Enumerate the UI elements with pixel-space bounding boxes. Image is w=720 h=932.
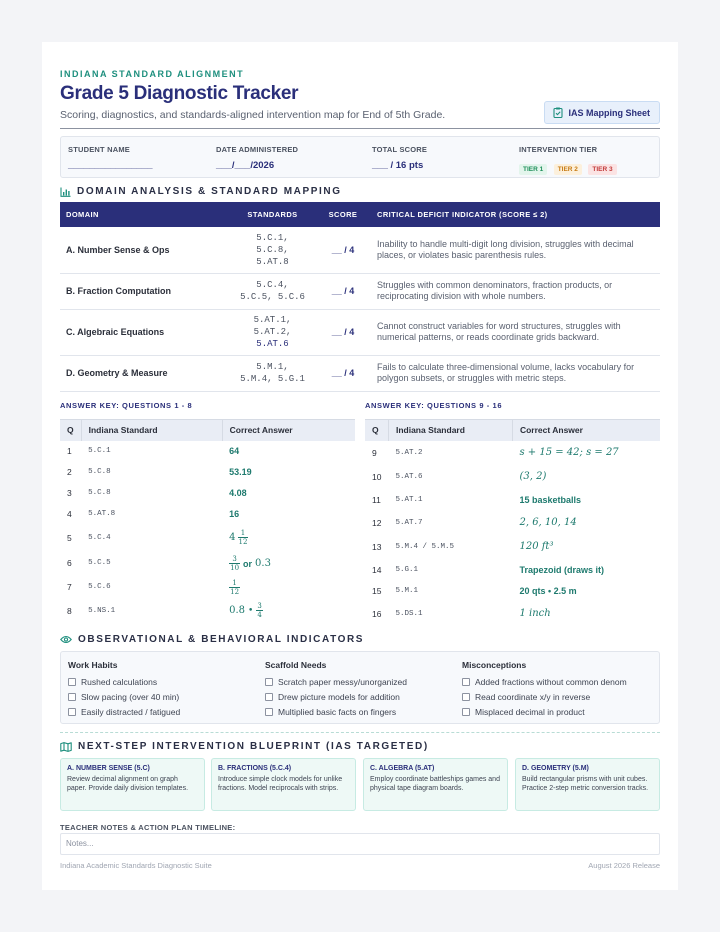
student-name-label: STUDENT NAME bbox=[68, 145, 130, 154]
domain-name: B. Fraction Computation bbox=[60, 273, 230, 309]
answer-value: $\frac{1}{12}$ bbox=[230, 579, 240, 596]
blueprint-card-text: Employ coordinate battleships games and physical tape diagram boards. bbox=[370, 776, 500, 792]
answer-value: 53.19 bbox=[229, 467, 252, 477]
answer-value: 3 10 or 0.3 bbox=[230, 555, 271, 572]
obs-column-scaffold-needs bbox=[265, 660, 407, 719]
checkbox[interactable] bbox=[462, 693, 470, 701]
blueprint-card-number-sense bbox=[60, 758, 205, 811]
domain-deficit: Inability to handle multi-digit long division, struggles with decimal places, or violates basic parenthesis rules. bbox=[371, 227, 660, 273]
obs-heading: Scaffold Needs bbox=[265, 660, 327, 670]
answer-key-left-title: ANSWER KEY: QUESTIONS 1 - 8 bbox=[60, 401, 193, 410]
student-name-field[interactable] bbox=[68, 145, 153, 171]
obs-checkbox-item[interactable]: Misplaced decimal in product bbox=[462, 704, 627, 719]
table-row: 1 5.C.1 64 bbox=[60, 441, 355, 462]
answer-value: s + 15 = 42; s = 27 bbox=[519, 447, 619, 458]
table-row: 14 5.G.1 Trapezoid (draws it) bbox=[365, 559, 660, 581]
diagnostic-sheet bbox=[42, 42, 678, 890]
domain-section-title: DOMAIN ANALYSIS & STANDARD MAPPING bbox=[77, 186, 342, 197]
obs-checkbox-item[interactable]: Easily distracted / fatigued bbox=[68, 704, 180, 719]
total-score-label: TOTAL SCORE bbox=[372, 145, 428, 154]
answer-value: 16 bbox=[229, 509, 240, 519]
checkbox[interactable] bbox=[68, 678, 76, 686]
obs-column-misconceptions bbox=[462, 660, 627, 719]
observations-box bbox=[60, 651, 660, 724]
answer-key-right-table bbox=[365, 419, 660, 626]
footer-right: August 2026 Release bbox=[588, 861, 660, 870]
tier-1-badge[interactable]: TIER 1 bbox=[519, 164, 547, 175]
blueprint-card-heading: D. GEOMETRY (5.M) bbox=[522, 765, 589, 772]
col-standards: STANDARDS bbox=[230, 202, 315, 227]
col-standard: Indiana Standard bbox=[388, 420, 512, 441]
col-q: Q bbox=[60, 420, 81, 441]
table-row: 6 5.C.5 3 10 or 0.3 bbox=[60, 551, 355, 575]
obs-checkbox-item[interactable]: Drew picture models for addition bbox=[265, 689, 407, 704]
table-row: 4 5.AT.8 16 bbox=[60, 504, 355, 525]
answer-value: 4.08 bbox=[229, 488, 247, 498]
eyebrow-label: INDIANA STANDARD ALIGNMENT bbox=[60, 69, 245, 79]
domain-deficit: Fails to calculate three-dimensional volume, lacks vocabulary for polygon subsets, or struggles with metric steps. bbox=[371, 355, 660, 391]
table-row: 9 5.AT.2 s + 15 = 42; s = 27 bbox=[365, 441, 660, 465]
section-divider bbox=[60, 732, 660, 733]
obs-checkbox-item[interactable]: Added fractions without common denom bbox=[462, 674, 627, 689]
answer-key-left-table bbox=[60, 419, 355, 623]
answer-value: 20 qts • 2.5 m bbox=[519, 586, 577, 596]
checkbox[interactable] bbox=[68, 693, 76, 701]
col-standard: Indiana Standard bbox=[81, 420, 222, 441]
answer-value: 64 bbox=[229, 446, 240, 456]
student-info-box bbox=[60, 136, 660, 178]
domain-standards: 5.C.4, 5.C.5, 5.C.6 bbox=[230, 273, 315, 309]
col-domain: DOMAIN bbox=[60, 202, 230, 227]
tier-3-badge[interactable]: TIER 3 bbox=[588, 164, 616, 175]
blueprint-card-text: Build rectangular prisms with unit cubes. Practice 2-step metric conversion tracks. bbox=[522, 776, 649, 792]
eye-icon bbox=[60, 635, 72, 644]
domain-deficit: Struggles with common denominators, fraction products, or reciprocating division with whole numbers. bbox=[371, 273, 660, 309]
total-score-value: ___ / 16 pts bbox=[372, 160, 424, 171]
blueprint-card-text: Review decimal alignment on graph paper. Provide daily division templates. bbox=[67, 776, 189, 792]
domain-name: A. Number Sense & Ops bbox=[60, 227, 230, 273]
domain-name: D. Geometry & Measure bbox=[60, 355, 230, 391]
clipboard-check-icon bbox=[553, 107, 563, 118]
domain-name: C. Algebraic Equations bbox=[60, 309, 230, 355]
page-title: Grade 5 Diagnostic Tracker bbox=[60, 83, 299, 104]
blueprint-card-text: Introduce simple clock models for unlike fractions. Model reciprocals with strips. bbox=[218, 776, 343, 792]
map-icon bbox=[60, 742, 72, 752]
col-q: Q bbox=[365, 420, 388, 441]
table-row: 16 5.DS.1 1 inch bbox=[365, 602, 660, 626]
domain-section-heading bbox=[60, 186, 342, 197]
answer-value: 15 basketballs bbox=[519, 494, 582, 505]
intervention-tier-field bbox=[519, 145, 619, 176]
teacher-notes-field[interactable]: Notes... bbox=[60, 833, 660, 855]
col-score: SCORE bbox=[315, 202, 371, 227]
header-divider bbox=[60, 128, 660, 129]
obs-heading: Misconceptions bbox=[462, 660, 527, 670]
table-row: 2 5.C.8 53.19 bbox=[60, 462, 355, 483]
footer-left: Indiana Academic Standards Diagnostic Suite bbox=[60, 861, 212, 870]
total-score-field[interactable] bbox=[372, 145, 427, 171]
table-row: 7 5.C.6 $\frac{1}{12}$ bbox=[60, 575, 355, 599]
domain-score[interactable]: __ / 4 bbox=[315, 227, 371, 273]
table-row: 3 5.C.8 4.08 bbox=[60, 483, 355, 504]
blueprint-card-heading: B. FRACTIONS (5.C.4) bbox=[218, 765, 292, 772]
obs-checkbox-item[interactable]: Rushed calculations bbox=[68, 674, 180, 689]
teacher-notes-label: TEACHER NOTES & ACTION PLAN TIMELINE: bbox=[60, 823, 236, 832]
col-answer: Correct Answer bbox=[222, 420, 355, 441]
table-row bbox=[60, 273, 660, 309]
blueprint-card-heading: C. ALGEBRA (5.AT) bbox=[370, 765, 435, 772]
answer-value: 4 1 12 bbox=[229, 529, 248, 546]
observations-section-title: OBSERVATIONAL & BEHAVIORAL INDICATORS bbox=[78, 634, 365, 645]
bar-chart-icon bbox=[60, 187, 71, 197]
blueprint-card-algebra bbox=[363, 758, 508, 811]
obs-checkbox-item[interactable]: Slow pacing (over 40 min) bbox=[68, 689, 180, 704]
answer-value: 1 inch bbox=[519, 608, 551, 619]
checkbox[interactable] bbox=[462, 678, 470, 686]
date-administered-field[interactable] bbox=[216, 145, 298, 171]
table-row bbox=[60, 227, 660, 273]
table-row: 5 5.C.4 4 1 12 bbox=[60, 525, 355, 551]
table-row: 11 5.AT.1 15 basketballs bbox=[365, 489, 660, 511]
blueprint-card-fractions bbox=[211, 758, 356, 811]
blueprint-card-geometry bbox=[515, 758, 660, 811]
checkbox[interactable] bbox=[68, 708, 76, 716]
col-deficit: CRITICAL DEFICIT INDICATOR (SCORE ≤ 2) bbox=[371, 202, 660, 227]
domain-standards: 5.M.1, 5.M.4, 5.G.1 bbox=[230, 355, 315, 391]
tier-2-badge[interactable]: TIER 2 bbox=[554, 164, 582, 175]
answer-value: 120 ft³ bbox=[519, 541, 554, 552]
table-row: 8 5.NS.1 0.8 • 3 4 bbox=[60, 599, 355, 623]
domain-deficit: Cannot construct variables for word structures, struggles with numerical patterns, or reads coordinate grids backward. bbox=[371, 309, 660, 355]
answer-key-right-title: ANSWER KEY: QUESTIONS 9 - 16 bbox=[365, 401, 503, 410]
table-row: 10 5.AT.6 (3, 2) bbox=[365, 465, 660, 489]
ias-mapping-label: IAS Mapping Sheet bbox=[568, 107, 650, 118]
table-row bbox=[60, 355, 660, 391]
checkbox[interactable] bbox=[265, 678, 273, 686]
checkbox[interactable] bbox=[265, 708, 273, 716]
table-row: 13 5.M.4 / 5.M.5 120 ft³ bbox=[365, 535, 660, 559]
domain-score[interactable]: __ / 4 bbox=[315, 309, 371, 355]
answer-value: (3, 2) bbox=[519, 471, 547, 482]
checkbox[interactable] bbox=[265, 693, 273, 701]
blueprint-card-heading: A. NUMBER SENSE (5.C) bbox=[67, 765, 150, 772]
answer-value: 2, 6, 10, 14 bbox=[519, 517, 577, 528]
date-administered-value: ___/___/2026 bbox=[216, 160, 275, 171]
blueprint-section-title: NEXT-STEP INTERVENTION BLUEPRINT (IAS TARGETED) bbox=[78, 741, 429, 752]
page-subtitle: Scoring, diagnostics, and standards-aligned intervention map for End of 5th Grade. bbox=[60, 109, 446, 121]
table-row: 15 5.M.1 20 qts • 2.5 m bbox=[365, 581, 660, 602]
observations-section-heading bbox=[60, 634, 364, 645]
domain-score[interactable]: __ / 4 bbox=[315, 355, 371, 391]
intervention-tier-label: INTERVENTION TIER bbox=[519, 145, 598, 154]
domain-standards: 5.AT.1, 5.AT.2, 5.AT.6 bbox=[230, 309, 315, 355]
answer-value: Trapezoid (draws it) bbox=[519, 564, 604, 575]
domain-table bbox=[60, 202, 660, 392]
blueprint-section-heading bbox=[60, 741, 429, 752]
domain-standards: 5.C.1, 5.C.8, 5.AT.8 bbox=[230, 227, 315, 273]
student-name-value: ________________ bbox=[68, 160, 153, 171]
obs-checkbox-item[interactable]: Multiplied basic facts on fingers bbox=[265, 704, 407, 719]
obs-column-work-habits bbox=[68, 660, 180, 719]
obs-checkbox-item[interactable]: Read coordinate x/y in reverse bbox=[462, 689, 627, 704]
obs-checkbox-item[interactable]: Scratch paper messy/unorganized bbox=[265, 674, 407, 689]
ias-mapping-badge[interactable] bbox=[544, 101, 660, 124]
domain-score[interactable]: __ / 4 bbox=[315, 273, 371, 309]
answer-value: 0.8 • 3 4 bbox=[229, 602, 262, 619]
date-administered-label: DATE ADMINISTERED bbox=[216, 145, 299, 154]
checkbox[interactable] bbox=[462, 708, 470, 716]
col-answer: Correct Answer bbox=[512, 420, 660, 441]
table-row bbox=[60, 309, 660, 355]
table-row: 12 5.AT.7 2, 6, 10, 14 bbox=[365, 511, 660, 535]
obs-heading: Work Habits bbox=[68, 660, 118, 670]
